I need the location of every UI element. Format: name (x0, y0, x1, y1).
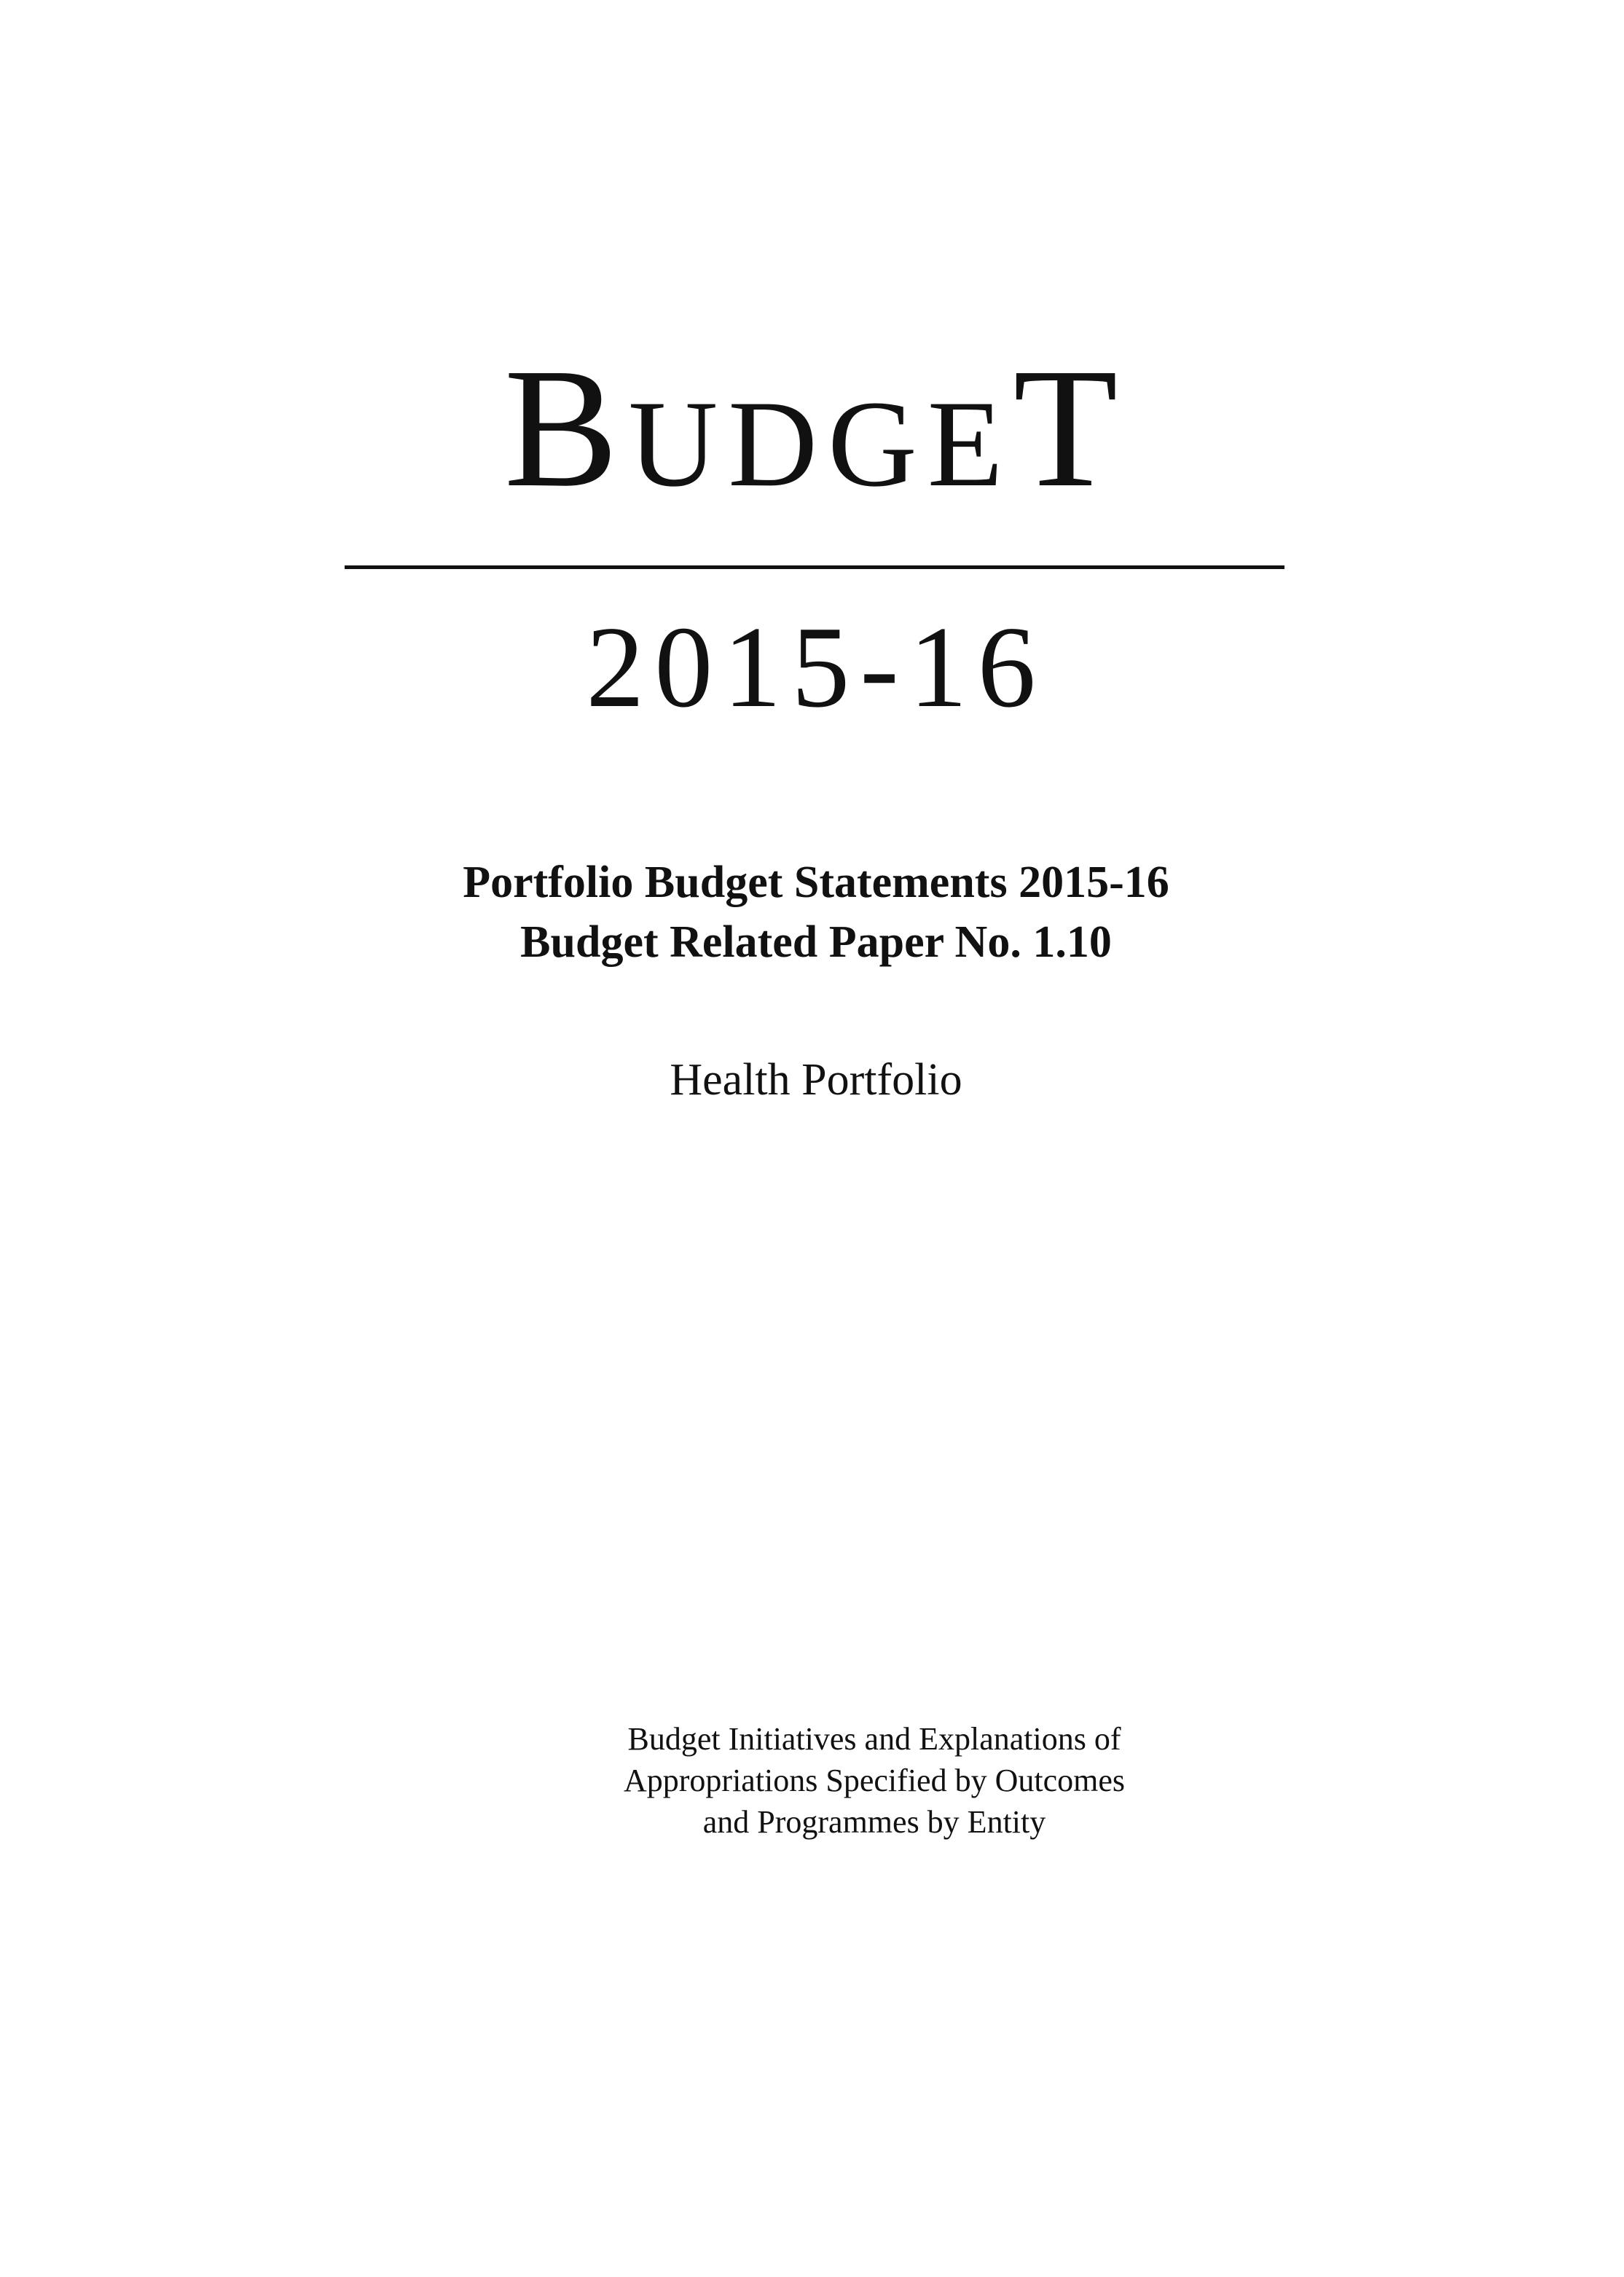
budget-year: 2015-16 (586, 602, 1046, 732)
wordmark-first-letter: B (503, 333, 629, 522)
budget-wordmark (342, 333, 1290, 539)
heading-line-2: Budget Related Paper No. 1.10 (520, 917, 1112, 967)
heading-line-1: Portfolio Budget Statements 2015-16 (463, 858, 1169, 907)
portfolio-name: Health Portfolio (670, 1055, 962, 1105)
wordmark-last-letter: T (1013, 333, 1129, 522)
wordmark-middle-letters: UDGE (628, 375, 1013, 512)
document-description (510, 1718, 1239, 1843)
description-line-1: Budget Initiatives and Explanations of (627, 1721, 1121, 1757)
description-line-2: Appropriations Specified by Outcomes (624, 1763, 1125, 1798)
document-headings (219, 853, 1413, 972)
description-line-3: and Programmes by Entity (702, 1804, 1046, 1840)
title-divider (345, 565, 1284, 569)
